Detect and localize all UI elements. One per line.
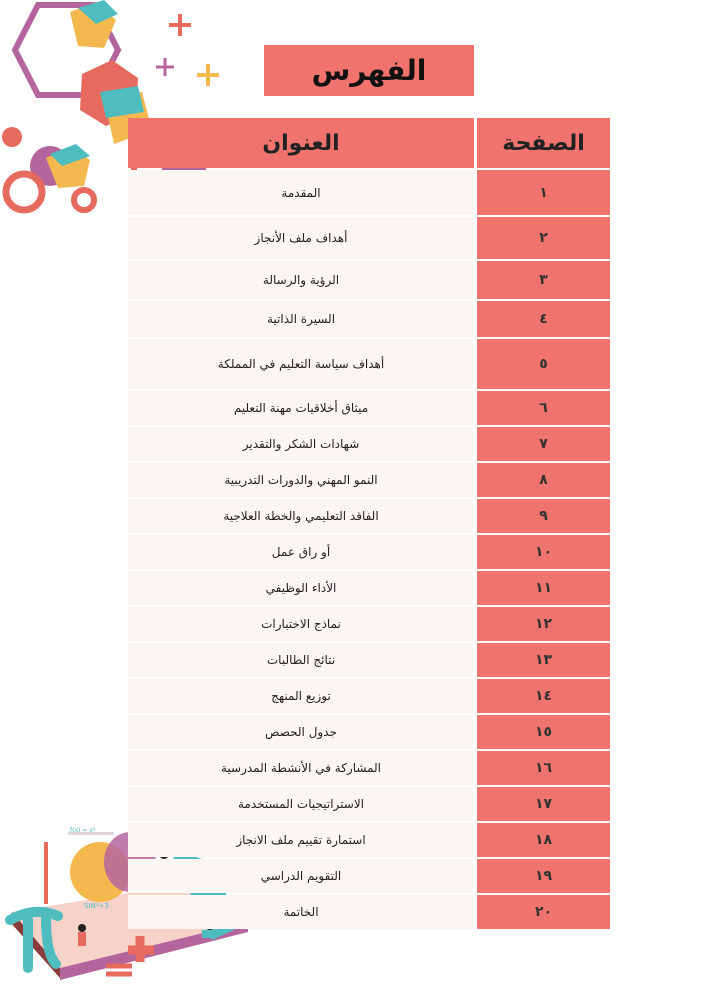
svg-text:SIN²+3: SIN²+3: [84, 902, 109, 910]
row-page-number: ٤: [477, 301, 610, 337]
row-title: ميثاق أخلاقيات مهنة التعليم: [128, 391, 474, 425]
table-row: [128, 170, 610, 215]
row-title: أهداف سياسة التعليم في المملكة: [128, 339, 474, 389]
table-row: [128, 751, 610, 785]
row-page-number: ١٦: [477, 751, 610, 785]
row-page-number: ١٨: [477, 823, 610, 857]
row-title: أهداف ملف الأنجاز: [128, 217, 474, 259]
svg-text:f(x) = x²: f(x) = x²: [70, 827, 96, 834]
table-row: [128, 499, 610, 533]
row-title: المقدمة: [128, 170, 474, 215]
row-page-number: ١١: [477, 571, 610, 605]
table-row: [128, 535, 610, 569]
table-row: [128, 301, 610, 337]
table-row: [128, 895, 610, 929]
row-page-number: ١: [477, 170, 610, 215]
row-title: الاستراتيجيات المستخدمة: [128, 787, 474, 821]
header-page-column: الصفحة: [477, 118, 610, 168]
table-row: [128, 391, 610, 425]
row-title: جدول الحصص: [128, 715, 474, 749]
row-title: استمارة تقييم ملف الانجاز: [128, 823, 474, 857]
row-page-number: ٣: [477, 261, 610, 299]
row-page-number: ١٠: [477, 535, 610, 569]
table-row: [128, 715, 610, 749]
page-title: الفهرس: [262, 43, 476, 98]
table-row: [128, 607, 610, 641]
table-row: [128, 787, 610, 821]
row-page-number: ٧: [477, 427, 610, 461]
table-row: [128, 643, 610, 677]
row-title: الفاقد التعليمي والخطة العلاجية: [128, 499, 474, 533]
header-title-column: العنوان: [128, 118, 474, 168]
row-title: النمو المهني والدورات التدريبية: [128, 463, 474, 497]
row-title: السيرة الذاتية: [128, 301, 474, 337]
row-page-number: ١٧: [477, 787, 610, 821]
row-page-number: ٥: [477, 339, 610, 389]
table-row: [128, 427, 610, 461]
table-row: [128, 463, 610, 497]
row-page-number: ٢: [477, 217, 610, 259]
row-page-number: ١٢: [477, 607, 610, 641]
row-title: شهادات الشكر والتقدير: [128, 427, 474, 461]
row-page-number: ١٤: [477, 679, 610, 713]
row-title: الأداء الوظيفي: [128, 571, 474, 605]
row-page-number: ١٥: [477, 715, 610, 749]
row-title: نتائج الطالبات: [128, 643, 474, 677]
table-row: [128, 571, 610, 605]
row-page-number: ٨: [477, 463, 610, 497]
table-row: [128, 261, 610, 299]
row-title: الرؤية والرسالة: [128, 261, 474, 299]
row-page-number: ٩: [477, 499, 610, 533]
row-title: الخاتمة: [128, 895, 474, 929]
row-title: أو راق عمل: [128, 535, 474, 569]
table-row: [128, 339, 610, 389]
row-title: نماذج الاختبارات: [128, 607, 474, 641]
table-row: [128, 679, 610, 713]
row-page-number: ٢٠: [477, 895, 610, 929]
table-row: [128, 859, 610, 893]
table-row: [128, 823, 610, 857]
row-page-number: ١٣: [477, 643, 610, 677]
table-row: [128, 217, 610, 259]
row-title: توزيع المنهج: [128, 679, 474, 713]
row-title: التقويم الدراسي: [128, 859, 474, 893]
row-title: المشاركة في الأنشطة المدرسية: [128, 751, 474, 785]
row-page-number: ٦: [477, 391, 610, 425]
row-page-number: ١٩: [477, 859, 610, 893]
